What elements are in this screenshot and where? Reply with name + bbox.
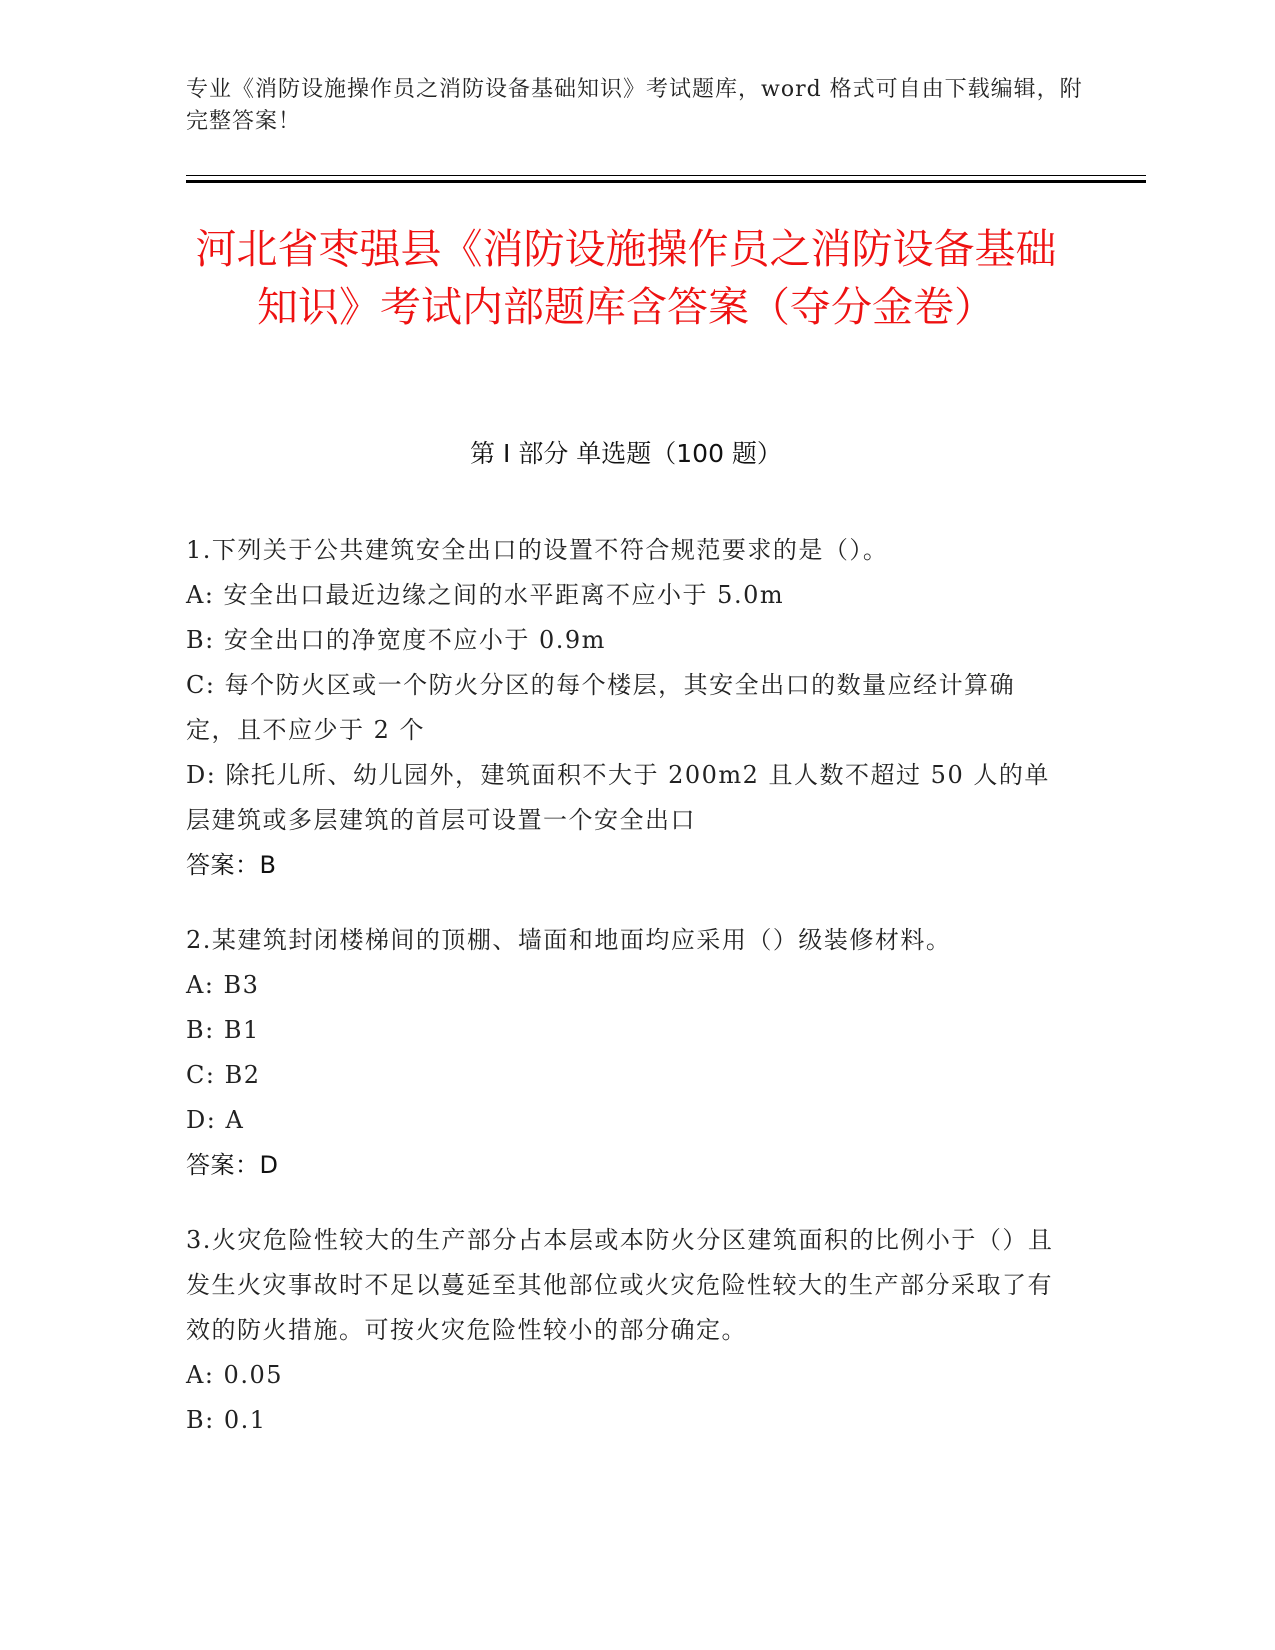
option-a: A: B3 [186,971,260,999]
header-note: 专业《消防设施操作员之消防设备基础知识》考试题库，word 格式可自由下载编辑，附完整答案！ [186,77,1083,134]
header-divider-thick [186,180,1146,183]
option-d: D: 除托儿所、幼儿园外，建筑面积不大于 200m2 且人数不超过 50 人的单层建筑或多层建筑的首层可设置一个安全出口 [186,761,1050,834]
option-c: C: B2 [186,1061,261,1089]
question-item [186,528,1066,888]
question-stem: 2.某建筑封闭楼梯间的顶棚、墙面和地面均应采用（）级装修材料。 [186,926,952,954]
option-c: C: 每个防火区或一个防火分区的每个楼层，其安全出口的数量应经计算确定，且不应少于 2 个 [186,671,1016,744]
answer-line: 答案：B [186,851,277,879]
question-list [186,528,1066,1473]
answer-line: 答案：D [186,1151,279,1179]
question-stem: 3.火灾危险性较大的生产部分占本层或本防火分区建筑面积的比例小于（）且发生火灾事故时不足以蔓延至其他部位或火灾危险性较大的生产部分采取了有效的防火措施。可按火灾危险性较小的部分确定。 [186,1226,1054,1344]
option-d: D: A [186,1106,245,1134]
question-item [186,918,1066,1188]
option-b: B: B1 [186,1016,260,1044]
section-heading: 第 I 部分 单选题（100 题） [470,439,782,468]
header-divider-thin [186,175,1146,176]
document-title: 河北省枣强县《消防设施操作员之消防设备基础知识》考试内部题库含答案（夺分金卷） [195,225,1057,331]
option-b: B: 安全出口的净宽度不应小于 0.9m [186,626,606,654]
option-a: A: 安全出口最近边缘之间的水平距离不应小于 5.0m [186,581,785,609]
option-b: B: 0.1 [186,1406,267,1434]
question-stem: 1.下列关于公共建筑安全出口的设置不符合规范要求的是（）。 [186,536,889,564]
question-item [186,1218,1066,1443]
option-a: A: 0.05 [186,1361,283,1389]
